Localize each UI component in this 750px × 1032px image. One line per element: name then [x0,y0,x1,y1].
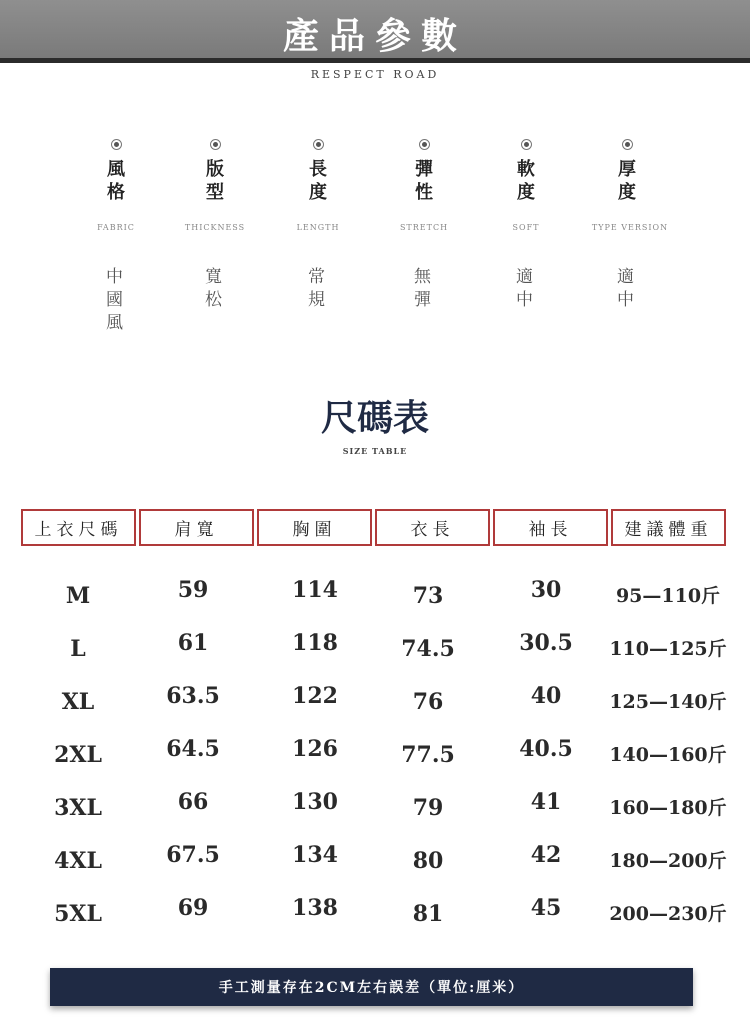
bullet-icon [419,139,430,150]
attribute-label: 軟度 [517,159,535,203]
table-cell: 64.5 [166,736,220,762]
table-cell: L [70,636,86,662]
table-cell: 42 [530,842,562,868]
table-header-sleeve: 袖長 [493,509,608,546]
table-header-weight: 建議體重 [611,509,726,546]
table-cell: 45 [530,895,562,921]
table-cell: 126 [292,736,338,762]
attribute-value: 適中 [516,267,533,310]
table-cell: 118 [292,630,338,656]
table-cell: 63.5 [166,683,220,709]
attribute-label: 風格 [107,159,125,203]
size-table-title: 尺碼表 [320,397,429,439]
table-cell: 140—160斤 [609,744,727,766]
bullet-icon [210,139,221,150]
table-cell: 59 [177,577,209,603]
attribute-stretch [384,139,464,204]
table-cell: 160—180斤 [609,797,727,819]
table-cell: 81 [412,901,444,927]
bullet-icon [622,139,633,150]
table-cell: XL [61,689,95,715]
attribute-en-label: LENGTH [296,223,340,232]
table-cell: 41 [530,789,562,815]
table-cell: 67.5 [166,842,220,868]
table-cell: 40 [530,683,562,709]
attribute-value: 中國風 [106,267,123,333]
table-header-size: 上衣尺碼 [21,509,136,546]
table-cell: 110—125斤 [609,638,727,660]
footer-note-bar [50,968,693,1006]
attribute-label: 版型 [206,159,224,203]
table-cell: 73 [412,583,444,609]
attribute-en-label: SOFT [512,223,540,232]
attribute-style [76,139,156,204]
attribute-en-label: TYPE VERSION [591,223,669,232]
table-cell: 40.5 [519,736,573,762]
attribute-en-label: FABRIC [97,223,135,232]
table-cell: 4XL [54,848,102,874]
attribute-length [278,139,358,204]
table-cell: 61 [177,630,209,656]
table-cell: 74.5 [401,636,455,662]
table-cell: 122 [292,683,338,709]
attribute-label: 長度 [309,159,327,203]
table-cell: 200—230斤 [609,903,727,925]
attribute-value: 適中 [617,267,634,310]
table-cell: 180—200斤 [609,850,727,872]
bullet-icon [111,139,122,150]
attribute-value: 寬松 [205,267,222,310]
table-cell: 30.5 [519,630,573,656]
table-cell: 95—110斤 [615,585,721,607]
table-cell: 3XL [54,795,102,821]
table-header-chest: 胸圍 [257,509,372,546]
table-cell: 79 [412,795,444,821]
table-cell: 5XL [54,901,102,927]
table-cell: 134 [292,842,338,868]
table-cell: 76 [412,689,444,715]
table-cell: 138 [292,895,338,921]
table-cell: 125—140斤 [609,691,727,713]
attribute-en-label: THICKNESS [184,223,246,232]
attribute-softness [486,139,566,204]
table-cell: 66 [177,789,209,815]
attribute-label: 彈性 [415,159,433,203]
table-cell: 130 [292,789,338,815]
table-cell: M [65,583,91,609]
attribute-value: 無彈 [414,267,431,310]
table-cell: 77.5 [401,742,455,768]
table-header-shoulder: 肩寬 [139,509,254,546]
table-cell: 30 [530,577,562,603]
page-subtitle: RESPECT ROAD [310,68,440,81]
size-table-subtitle: SIZE TABLE [342,446,408,456]
bullet-icon [521,139,532,150]
page-title: 產品參數 [282,15,467,57]
table-cell: 2XL [54,742,102,768]
bullet-icon [313,139,324,150]
table-cell: 69 [177,895,209,921]
attribute-en-label: STRETCH [399,223,449,232]
attribute-value: 常規 [308,267,325,310]
footer-note: 手工測量存在2CM左右誤差（單位:厘米） [218,980,525,996]
table-cell: 114 [292,577,338,603]
attribute-label: 厚度 [618,159,636,203]
attribute-thickness [587,139,667,204]
table-cell: 80 [412,848,444,874]
table-header-length: 衣長 [375,509,490,546]
attribute-fit [175,139,255,204]
